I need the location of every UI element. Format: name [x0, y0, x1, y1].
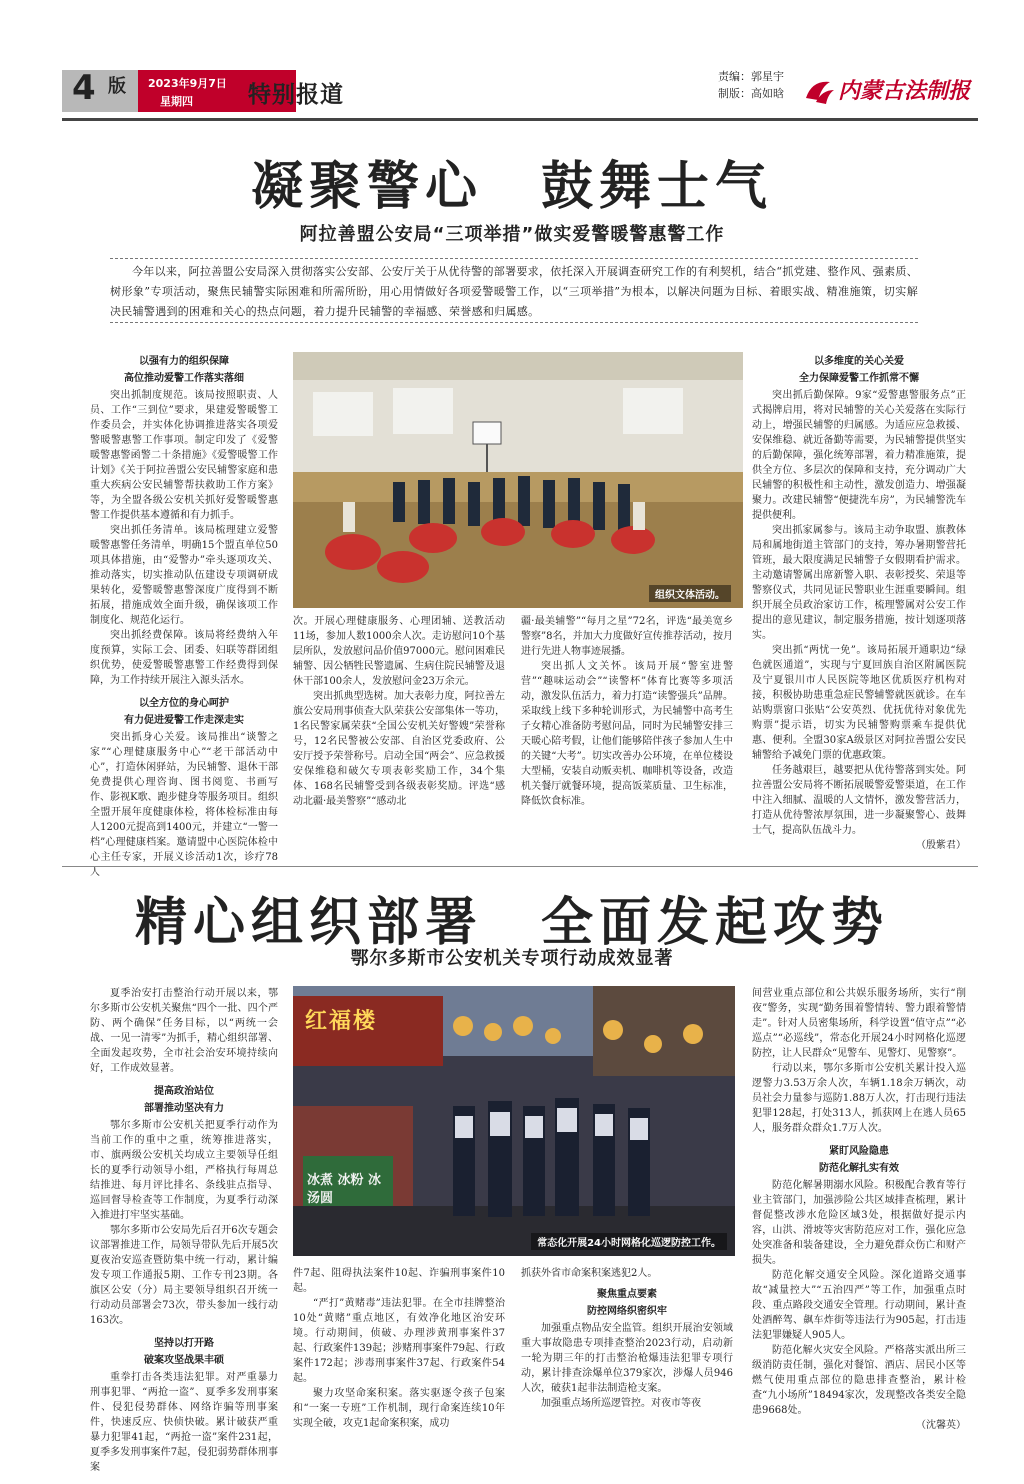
section-heading: 破案攻坚战果丰硕 — [144, 1355, 224, 1366]
section-heading: 高位推动爱警工作落实落细 — [124, 373, 244, 384]
layout-editor-line: 制版：高如晗 — [718, 87, 784, 100]
header-rule — [62, 118, 978, 121]
paragraph: 次。开展心理健康服务、心理团辅、送教活动11场，参加人数1000余人次。走访慰问10个基层所队，发放慰问品价值97000元。慰问困难民辅警、因公牺牲民警遗属、生病住院民辅警及退休干部100余人，发放慰问金23万余元。 — [293, 616, 505, 687]
page-number: 4 — [72, 68, 96, 108]
article2-subtitle: 鄂尔多斯市公安机关专项行动成效显著 — [350, 948, 674, 969]
article2-column-4 — [752, 986, 966, 1440]
author-signature: （沈馨英） — [916, 1420, 966, 1431]
shop-sign: 红福楼 — [305, 1008, 378, 1034]
paragraph: 行动以来，鄂尔多斯市公安机关累计投入巡逻警力3.53万余人次，车辆1.18余万辆次，动员社会力量参与巡防1.88万人次，打击现行违法犯罪128起，打处313人，抓获网上在逃人员65人，服务群众群众1.7万人次。 — [752, 1063, 966, 1134]
section-heading: 坚持以打开路 — [154, 1338, 214, 1349]
paragraph: 突出抓制度规范。该局按照职责、人员、工作“三到位”要求，果建爱警暖警工作委员会，并实体化协调推进落实各项爱警暖警惠警工作事项。制定印发了《爱警暖警惠警函警二十条措施》《爱警暖警工作计划》《关于阿拉善盟公安民辅警家庭和患重大疾病公安民辅警帮扶救助工作方案》等，为全盟各级公安机关抓好爱警暖警惠警工作提供基本遵循和有力抓手。 — [90, 390, 278, 521]
article2-photo-caption: 常态化开展24小时网格化巡逻防控工作。 — [531, 1233, 727, 1250]
article1-column-4 — [752, 352, 966, 880]
section-heading: 聚焦重点要素 — [597, 1289, 657, 1300]
section-heading: 提高政治站位 — [154, 1086, 214, 1097]
article1-lead: 今年以来，阿拉善盟公安局深入贯彻落实公安部、公安厅关于从优待警的部署要求，依托深入开展调查研究工作的有利契机，结合“抓党建、整作风、强素质、树形象”专项活动，聚焦民辅警实际困难和所需所盼，用心用情做好各项爱警暖警工作，以“三项举措”为根本，以解决问题为目标、着眼实战、精准施策，切实解决民辅警遇到的困难和关心的热点问题，着力提升民辅警的幸福感、荣誉感和归属感。 — [110, 265, 918, 318]
paragraph: 夏季治安打击整治行动开展以来，鄂尔多斯市公安机关聚焦“四个一批、四个严防、两个确保”任务目标，以“两统一会战、一见一清零”为抓手，精心组织部署、全面发起攻势，全市社会治安环境持续向好，工作成效显著。 — [90, 988, 278, 1074]
lead-rule-top — [110, 258, 918, 259]
page-header — [62, 66, 978, 118]
article2-column-2 — [293, 1266, 505, 1440]
paragraph: 突出抓“两忧一免”。该局拓展开通职边“绿色就医通道”，实现与宁夏回族自治区附属医院及宁夏银川市人民医院等地区优质医疗机构对接，积极协助患重急症民警辅警就医就诊。在车站购票窗口张贴“公安英烈、优抚优待对象优先购票”提示语，切实为民辅警购票乘车提供优惠、便利。全盟30家A级景区对阿拉善盟公安民辅警给予减免门票的优惠政策。 — [752, 645, 966, 761]
article1-column-1 — [90, 352, 278, 880]
issue-weekday: 星期四 — [160, 95, 193, 108]
section-heading: 紧盯风险隐患 — [829, 1146, 889, 1157]
issue-date: 2023年9月7日 — [148, 77, 227, 90]
paragraph: 防范化解交通安全风险。深化道路交通事故“减量控大”“五治四严”等工作，加强重点时段、重点路段交通安全管理。行动期间，累计查处酒醉驾、飙车炸街等违法行为905起，打击违法犯罪嫌疑人905人。 — [752, 1270, 966, 1341]
article1-photo — [293, 352, 743, 608]
paragraph: 聚力攻坚命案积案。落实驱逐令孩子包案和“一案一专班”工作机制，现行命案连续10年实现全破，攻克1起命案积案，成功 — [293, 1388, 505, 1429]
paragraph: 加强重点场所巡逻管控。对夜市等夜 — [541, 1398, 701, 1409]
section-name: 特别报道 — [248, 82, 344, 108]
paragraph: 间营业重点部位和公共娱乐服务场所，实行“削夜”警务，实现“勤务围着警情转、警力跟着警情走”。针对人员密集场所，科学设置“值守点”“必巡点”“必巡线”，常态化开展24小时网格化巡逻防控，让人民群众“见警车、见警灯、见警察”。 — [752, 988, 966, 1059]
section-heading: 全力保障爱警工作抓常不懈 — [799, 373, 919, 384]
section-heading: 以全方位的身心呵护 — [139, 698, 229, 709]
paragraph: 突出抓典型选树。加大表彰力度，阿拉善左旗公安局刑事侦查大队荣获公安部集体一等功，1名民警家属荣获“全国公安机关好警嫂”荣誉称号，12名民警被公安部、自治区党委政府、公安厅授予荣誉称号。启动全国“两会”、应急救援安保维稳和破欠专项表彰奖励工作，34个集体、168名民辅警受到各级表彰奖励。评选“感动北疆·最美警察”“感动北 — [293, 691, 505, 807]
paragraph: 鄂尔多斯市公安机关把夏季行动作为当前工作的重中之重，统筹推进落实，市、旗两级公安机关均成立主要领导任组长的夏季行动领导小组，严格执行每周总结推进、每月评比排名、条线驻点指导、巡回督导检查等工作制度，为夏季行动深入推进打牢坚实基础。 — [90, 1120, 278, 1221]
paragraph: 突出抓家属参与。该局主动争取盟、旗教体局和属地街道主管部门的支持，筹办暑期警营托管班，最大限度满足民辅警子女假期看护需求。主动邀请警属出席新警入职、表彰授奖、荣退等警察仪式，共同见证民警职业生涯重要瞬间。组织开展全员政治家访工作，梳理警属对公安工作提出的意见建议，制定服务措施，按计划逐项落实。 — [752, 525, 966, 641]
paragraph: 突出抓任务清单。该局梳理建立爱警暖警惠警任务清单，明确15个盟直单位50项具体措施，由“爱警办”牵头逐项攻关、推动落实，切实推动队伍建设专项调研成果转化，爱警暖警惠警深度广度得到不断拓展，措施成效全面升级，确保该项工作制度化、规范化运行。 — [90, 525, 278, 626]
article1-column-3 — [521, 614, 733, 864]
article2-column-1 — [90, 986, 278, 1473]
article1-photo-caption: 组织文体活动。 — [649, 585, 731, 602]
paragraph: 突出抓经费保障。该局将经费纳入年度预算，实际工会、团委、妇联等群团组织优势，使爱警暖警惠警工作经费得到保障，为工作持续开展注入源头活水。 — [90, 630, 278, 686]
section-heading: 有力促进爱警工作走深走实 — [124, 715, 244, 726]
paragraph: 任务越艰巨，越要把从优待警落到实处。阿拉善盟公安局将不断拓展暖警爱警渠道，在工作中注入细腻、温暖的人文情怀，激发警营活力，打造从优待警浓厚氛围，进一步凝聚警心、鼓舞士气，提高队伍战斗力。 — [752, 765, 966, 836]
paragraph: 突出抓后勤保障。9家“爱警惠警服务点”正式揭牌启用，将对民辅警的关心关爱落在实际行动上，增强民辅警的归属感。为适应应急救援、安保维稳、就近备勤等需要，为民辅警提供坚实的后勤保障，强化统筹部署，着力精准施策，提供全方位、多层次的保障和支持，充分调动广大民辅警的积极性和主动性，激发创造力、增强凝聚力。改建民辅警“便捷洗车房”，为民辅警洗车提供便利。 — [752, 390, 966, 521]
stall-sign: 冰煮 冰粉 冰汤圆 — [307, 1173, 382, 1206]
article2-photo — [293, 986, 735, 1256]
section-heading: 部署推动坚决有力 — [144, 1103, 224, 1114]
lead-rule-bottom — [110, 322, 918, 323]
paragraph: 防范化解火灾安全风险。严格落实派出所三级消防责任制，强化对餐馆、酒店、居民小区等燃气使用重点部位的隐患排查整治，累计检查“九小场所”18494家次，发现整改各类安全隐患9668处。 — [752, 1345, 966, 1416]
paragraph: 抓获外省市命案积案逃犯2人。 — [521, 1268, 658, 1279]
paragraph: 突出抓人文关怀。该局开展“警室进警营”“趣味运动会”“读警杯”体育比赛等多项活动，激发队伍活力，着力打造“读警强兵”品牌。采取线上线下多种轮训形式，为民辅警中高考生子女精心准备防考慰问品，同时为民辅警安排三天暖心陪考假，让他们能够陪伴孩子参加人生中的关键“大考”。切实改善办公环境，在单位楼设大型桶，安装自动贩卖机、咖啡机等设备，改造机关餐厅就餐环境，提高饭菜质量、卫生标准，降低饮食标准。 — [521, 661, 733, 807]
paragraph: 突出抓身心关爱。该局推出“谈警之家”“心理健康服务中心”“老干部活动中心”，打造休闲驿站，为民辅警、退休干部免费提供心理咨询、图书阅览、书画写作、影视K歌、跑步健身等服务项目。组织全盟开展年度健康体检，将体检标准由每人1200元提高到1400元，并建立“一警一档”心理健康档案。邀请盟中心医院体检中心主任专家，开展义诊活动1次，诊疗78人 — [90, 732, 278, 878]
section-heading: 防控网络织密织牢 — [587, 1306, 667, 1317]
article1-subtitle: 阿拉善盟公安局“三项举措”做实爱警暖警惠警工作 — [299, 224, 725, 245]
article-separator — [62, 866, 978, 867]
logo-emblem-icon — [802, 76, 836, 106]
paragraph: 疆·最美辅警”“每月之星”72名，评选“最美宽乡警察”8名，并加大力度做好宣传推荐活动，按月进行先进人物事迹展播。 — [521, 616, 733, 657]
article1-column-2 — [293, 614, 505, 864]
paragraph: 鄂尔多斯市公安局先后召开6次专题会议部署推进工作，局领导带队先后开展5次夏夜治安巡查暨防集中统一行动，累计编发专项工作通报5期、工作专刊23期。各旗区公安（分）局主要领导组织召开统一行动动员部署会73次，带头参加一线行动163次。 — [90, 1225, 278, 1326]
paragraph: 重拳打击各类违法犯罪。对严重暴力刑事犯罪、“两抢一盗”、夏季多发刑事案件、侵犯侵势群体、网络诈骗等刑事案件，快速反应、快侦快破。累计破获严重暴力犯罪41起，“两抢一盗”案件231起，夏季多发刑事案件7起，侵犯弱势群体刑事案 — [90, 1372, 278, 1473]
editor-line: 责编：郭星宇 — [718, 70, 784, 83]
gym-activity-image — [293, 352, 743, 608]
newspaper-logo — [802, 70, 978, 108]
section-heading: 以多维度的关心关爱 — [814, 356, 904, 367]
section-heading: 以强有力的组织保障 — [139, 356, 229, 367]
author-signature: （殷紫君） — [916, 840, 966, 851]
article2-column-3 — [521, 1266, 733, 1440]
editor-credits — [718, 68, 784, 102]
paragraph: 加强重点物品安全监管。组织开展治安领域重大事故隐患专项排查整治2023行动，启动新一轮为期三年的打击整治枪爆违法犯罪专项行动，累计排查涂爆单位379家次，涉爆人员946人次，破获1起非法制造枪支案。 — [521, 1323, 733, 1394]
page-number-suffix: 版 — [108, 76, 126, 97]
article2-title: 精心组织部署 全面发起攻势 — [134, 892, 889, 953]
logo-wordmark: 内蒙古法制报 — [838, 78, 971, 104]
paragraph: 防范化解暑期溺水风险。积极配合教育等行业主管部门，加强涉险公共区域排查梳理，累计督促整改涉水危险区域3处，根据做好提示内容，山洪、滑坡等灾害防范应对工作，强化应急处突准备和装备建设，全力避免群众伤亡和财产损失。 — [752, 1180, 966, 1266]
paragraph: 件7起、阻碍执法案件10起、诈骗刑事案件10起。 — [293, 1268, 505, 1294]
article1-title: 凝聚警心 鼓舞士气 — [250, 156, 773, 217]
section-heading: 防范化解扎实有效 — [819, 1163, 899, 1174]
paragraph: “严打”黄赌毒”违法犯罪。在全市挂牌整治10处“黄赌”重点地区，有效净化地区治安环境。行动期间，侦破、办理涉黄刑事案件37起、行政案件139起；涉赌刑事案件79起、行政案件172起；涉毒刑事案件37起、行政案件54起。 — [293, 1298, 505, 1384]
